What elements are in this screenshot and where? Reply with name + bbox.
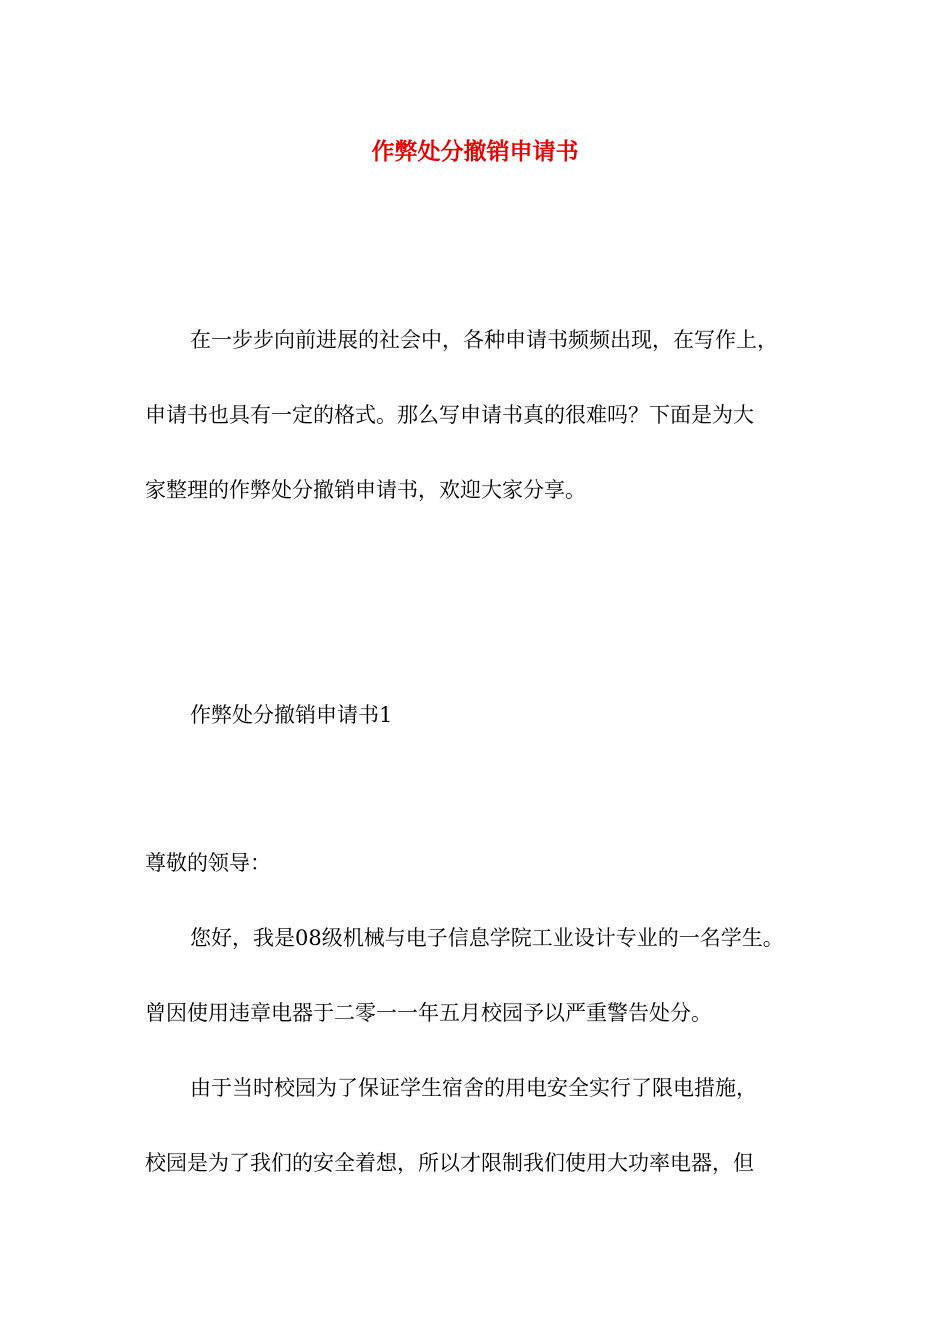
body-line-1: 您好，我是08级机械与电子信息学院工业设计专业的一名学生。 xyxy=(190,926,784,950)
body-line-2: 曾因使用违章电器于二零一一年五月校园予以严重警告处分。 xyxy=(145,1001,712,1025)
intro-line-3: 家整理的作弊处分撤销申请书，欢迎大家分享。 xyxy=(145,478,586,502)
body-line-4: 校园是为了我们的安全着想，所以才限制我们使用大功率电器，但 xyxy=(145,1151,754,1175)
intro-line-1: 在一步步向前进展的社会中，各种申请书频频出现，在写作上， xyxy=(190,328,778,352)
body-line-3: 由于当时校园为了保证学生宿舍的用电安全实行了限电措施， xyxy=(190,1076,757,1100)
section-heading: 作弊处分撤销申请书1 xyxy=(190,703,393,727)
intro-line-2: 申请书也具有一定的格式。那么写申请书真的很难吗？下面是为大 xyxy=(145,403,754,427)
salutation: 尊敬的领导： xyxy=(145,851,271,875)
document-title: 作弊处分撤销申请书 xyxy=(371,138,579,165)
